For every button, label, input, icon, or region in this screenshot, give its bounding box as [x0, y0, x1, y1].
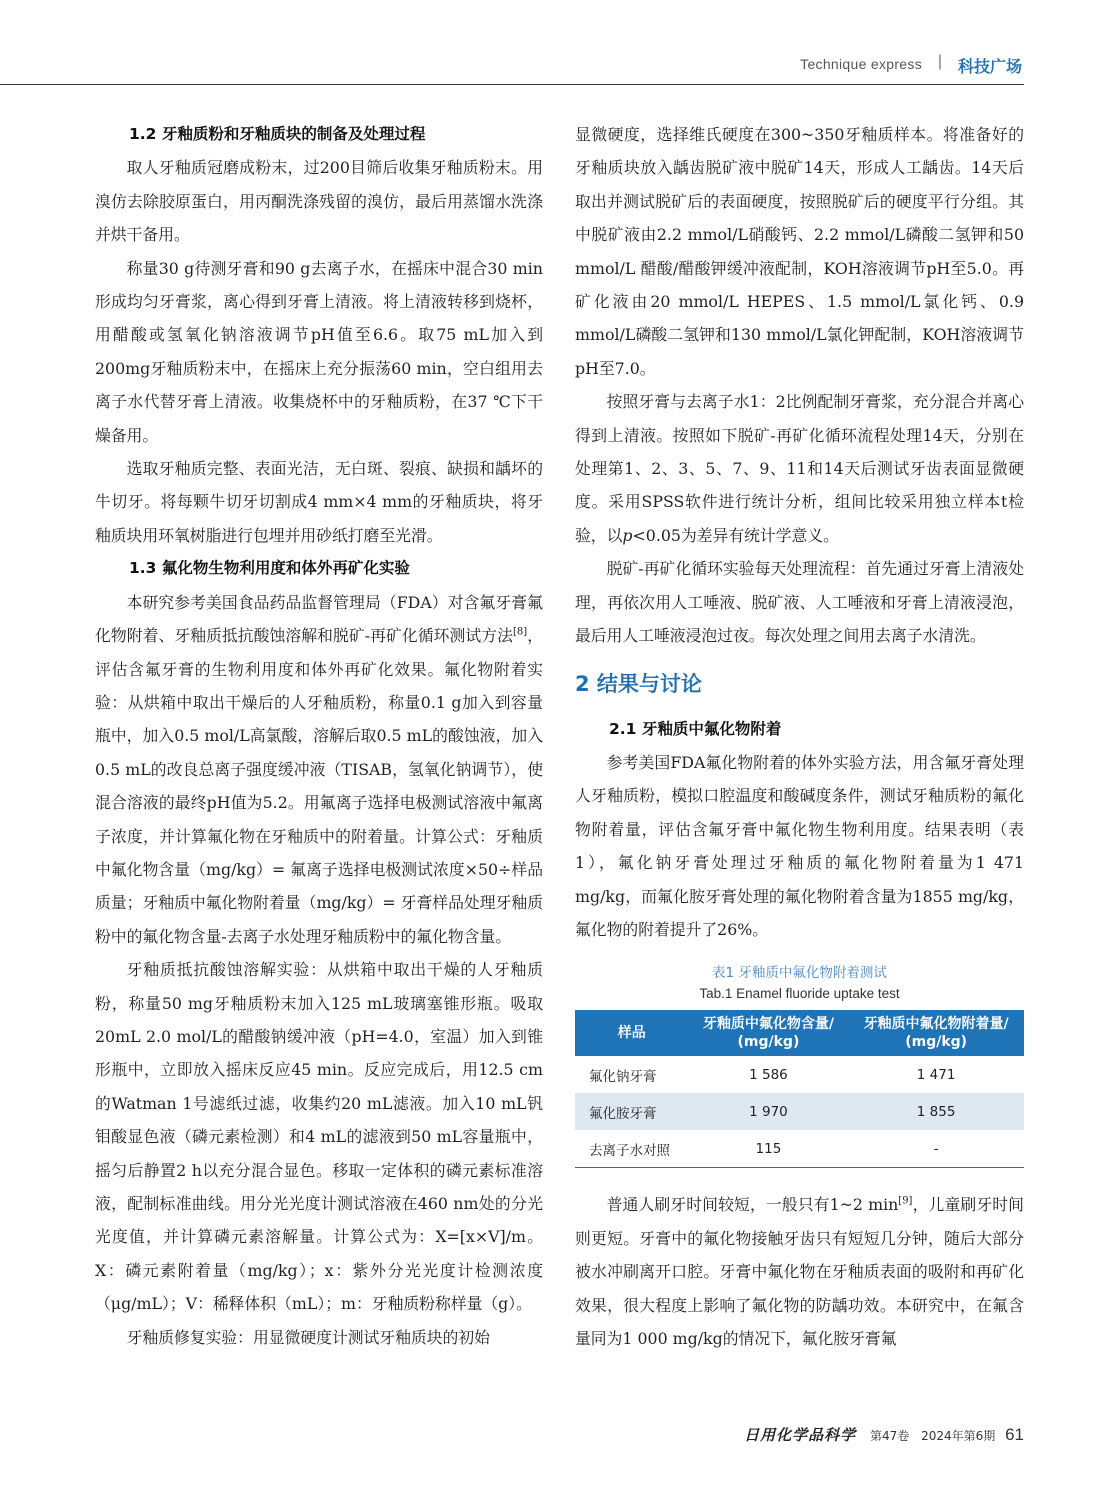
table-cell: 氟化钠牙膏 — [589, 1068, 657, 1085]
italic-p: p — [622, 525, 633, 545]
text-run: 按照牙膏与去离子水1：2比例配制牙膏浆，充分混合并离心得到上清液。按照如下脱矿-再矿化循环流程处理14天，分别在处理第1、2、3、5、7、9、11和14天后测试牙齿表面显微硬度。采用SPSS软件进行统计分析，组间比较采用独立样本t检验，以 — [575, 392, 1024, 545]
paragraph: 参考美国FDA氟化物附着的体外实验方法，用含氟牙膏处理人牙釉质粉，模拟口腔温度和酸碱度条件，测试牙釉质粉的氟化物附着量，评估含氟牙膏中氟化物生物利用度。结果表明（表1），氟化钠牙膏处理过牙釉质的氟化物附着量为1 471 mg/kg，而氟化胺牙膏处理的氟化物附着含量为1855 mg/kg，氟化物的附着提升了26%。 — [575, 752, 1024, 939]
citation: [8] — [512, 626, 528, 638]
issue-label: 2024年第6期 — [921, 1429, 996, 1443]
paragraph: 取人牙釉质冠磨成粉末，过200目筛后收集牙釉质粉末。用溴仿去除胶原蛋白，用丙酮洗涤残留的溴仿，最后用蒸馏水洗涤并烘干备用。 — [95, 158, 543, 245]
table-header-cell: 牙釉质中氟化物附着量/ (mg/kg) — [848, 1010, 1024, 1056]
table-row — [575, 1056, 1024, 1093]
volume-label: 第47卷 — [869, 1429, 910, 1443]
header-chinese-title: 科技广场 — [957, 57, 1022, 76]
table-row — [575, 1093, 1024, 1130]
paragraph — [95, 586, 543, 953]
table-cell: 1 471 — [916, 1066, 956, 1083]
page-number: 61 — [1005, 1425, 1024, 1444]
fluoride-uptake-table — [575, 1010, 1024, 1168]
text-run: ，儿童刷牙时间则更短。牙膏中的氟化物接触牙齿只有短短几分钟，随后大部分被水冲刷离开口腔。牙膏中氟化物在牙釉质表面的吸附和再矿化效果，很大程度上影响了氟化物的防龋功效。本研究中，在氟含量同为1 000 mg/kg的情况下，氟化胺牙膏氟 — [575, 1195, 1024, 1348]
text-run: 普通人刷牙时间较短，一般只有1~2 min — [606, 1195, 899, 1215]
left-column — [95, 118, 543, 1354]
table-cell: 115 — [689, 1130, 849, 1168]
header-english-title: Technique express — [800, 56, 922, 72]
paragraph: 称量30 g待测牙膏和90 g去离子水，在摇床中混合30 min形成均匀牙膏浆，离心得到牙膏上清液。将上清液转移到烧杯，用醋酸或氢氧化钠溶液调节pH值至6.6。取75 mL加入到200mg牙釉质粉末中，在摇床上充分振荡60 min，空白组用去离子水代替牙膏上清液。收集烧杯中的牙釉质粉，在37 ℃下干燥备用。 — [95, 258, 543, 445]
table-cell: 去离子水对照 — [575, 1130, 689, 1168]
paragraph — [575, 1188, 1024, 1355]
table-cell: 1 855 — [848, 1093, 1024, 1130]
citation: [9] — [898, 1196, 913, 1208]
table-caption-cn: 表1 牙釉质中氟化物附着测试 — [712, 965, 887, 982]
table-caption-en: Tab.1 Enamel fluoride uptake test — [699, 986, 900, 1002]
paragraph: 牙釉质修复实验：用显微硬度计测试牙釉质块的初始 — [126, 1327, 490, 1347]
section-heading-1-2: 1.2 牙釉质粉和牙釉质块的制备及处理过程 — [129, 125, 426, 143]
paragraph: 选取牙釉质完整、表面光洁，无白斑、裂痕、缺损和龋坏的牛切牙。将每颗牛切牙切割成4 mm×4 mm的牙釉质块，将牙釉质块用环氧树脂进行包埋并用砂纸打磨至光滑。 — [95, 459, 543, 545]
table-cell: 氟化胺牙膏 — [575, 1093, 689, 1130]
paragraph: 牙釉质抵抗酸蚀溶解实验：从烘箱中取出干燥的人牙釉质粉，称量50 mg牙釉质粉末加入125 mL玻璃塞锥形瓶。吸取20mL 2.0 mol/L的醋酸钠缓冲液（pH=4.0，室温）加入到锥形瓶中，立即放入摇床反应45 min。反应完成后，用12.5 cm的Watman 1号滤纸过滤，收集约20 mL滤液。加入10 mL钒钼酸显色液（磷元素检测）和4 mL的滤液到50 mL容量瓶中，摇匀后静置2 h以充分混合显色。移取一定体积的磷元素标准溶液，配制标准曲线。用分光光度计测试溶液在460 nm处的分光光度值，并计算磷元素溶解量。计算公式为：X=[x×V]/m。X：磷元素附着量（mg/kg）；x：紫外分光光度计检测浓度（μg/mL）；V：稀释体积（mL）；m：牙釉质粉称样量（g）。 — [95, 960, 543, 1314]
table-cell: 1 586 — [749, 1066, 788, 1083]
text-run: 本研究参考美国食品药品监督管理局（FDA）对含氟牙膏氟化物附着、牙釉质抵抗酸蚀溶解和脱矿-再矿化循环测试方法 — [95, 592, 543, 646]
text-run: ，评估含氟牙膏的生物利用度和体外再矿化效果。氟化物附着实验：从烘箱中取出干燥后的人牙釉质粉，称量0.1 g加入到容量瓶中，加入0.5 mol/L高氯酸，溶解后取0.5 mL的酸蚀液，加入0.5 mL的改良总离子强度缓冲液（TISAB，氢氧化钠调节），使混合溶液的最终pH值为5.2。用氟离子选择电极测试溶液中氟离子浓度，并计算氟化物在牙釉质中的附着量。计算公式：牙釉质中氟化物含量（mg/kg）= 氟离子选择电极测试浓度×50÷样品质量；牙釉质中氟化物附着量（mg/kg）= 牙膏样品处理牙釉质粉中的氟化物含量-去离子水处理牙釉质粉中的氟化物含量。 — [95, 626, 543, 946]
header-separator: | — [937, 53, 942, 70]
right-column — [575, 118, 1024, 1355]
running-header — [0, 50, 1024, 85]
table-cell: 1 970 — [689, 1093, 849, 1130]
section-heading-2-1: 2.1 牙釉质中氟化物附着 — [609, 719, 782, 738]
journal-logo: 日用化学品科学 — [744, 1426, 857, 1444]
table-header-cell: 样品 — [575, 1010, 689, 1056]
paragraph: 脱矿-再矿化循环实验每天处理流程：首先通过牙膏上清液处理，再依次用人工唾液、脱矿液、人工唾液和牙膏上清液浸泡，最后用人工唾液浸泡过夜。每次处理之间用去离子水清洗。 — [575, 559, 1024, 646]
text-run: <0.05为差异有统计学意义。 — [632, 525, 839, 545]
table-header-cell: 牙釉质中氟化物含量/ (mg/kg) — [689, 1010, 849, 1056]
paragraph: 显微硬度，选择维氏硬度在300~350牙釉质样本。将准备好的牙釉质块放入龋齿脱矿液中脱矿14天，形成人工龋齿。14天后取出并测试脱矿后的表面硬度，按照脱矿后的硬度平行分组。其中脱矿液由2.2 mmol/L硝酸钙、2.2 mmol/L磷酸二氢钾和50 mmol/L 醋酸/醋酸钾缓冲液配制，KOH溶液调节pH至5.0。再矿化液由20 mmol/L HEPES、1.5 mmol/L氯化钙、0.9 mmol/L磷酸二氢钾和130 mmol/L氯化钾配制，KOH溶液调节pH至7.0。 — [575, 125, 1024, 378]
section-heading-1-3: 1.3 氟化物生物利用度和体外再矿化实验 — [129, 559, 410, 578]
page-footer — [744, 1424, 1024, 1448]
table-row — [575, 1130, 1024, 1168]
section-heading-2: 2 结果与讨论 — [575, 671, 702, 696]
paragraph — [575, 385, 1024, 552]
table-header-row — [575, 1010, 1024, 1056]
table-cell: - — [848, 1130, 1024, 1168]
